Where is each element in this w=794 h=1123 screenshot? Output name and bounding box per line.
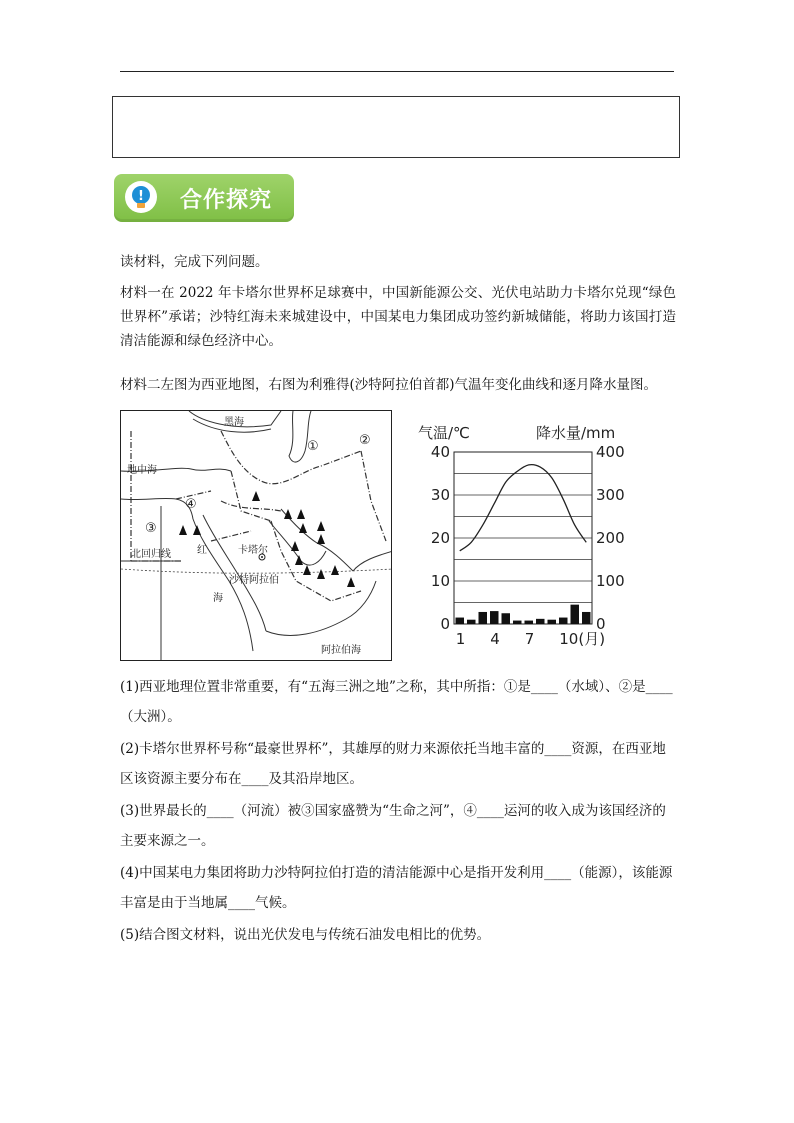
label-tropic: 北回归线 [131,549,171,560]
marker-1: ① [307,439,319,454]
right-tick-label: 100 [596,572,625,590]
precip-bar [548,620,557,624]
right-axis-label: 降水量/mm [536,424,616,442]
right-tick-label: 300 [596,486,625,504]
question-5: (5)结合图文材料，说出光伏发电与传统石油发电相比的优势。 [120,927,491,943]
precip-bar [490,611,499,624]
material-one: 材料一在 2022 年卡塔尔世界杯足球赛中，中国新能源公交、光伏电站助力卡塔尔兑现“绿色世界杯”承诺；沙特红海未来城建设中，中国某电力集团成功签约新城储能，将助力该国打造清洁能源和绿色经济中心。 [120,285,676,349]
marker-4: ④ [185,497,197,512]
intro-text: 读材料，完成下列问题。 [120,254,269,270]
marker-2: ② [359,433,371,448]
label-saudi: 沙特阿拉伯 [229,575,279,586]
precip-bar [571,605,580,624]
map-drawing [121,411,392,661]
precip-bar [467,620,476,624]
left-tick-label: 0 [440,615,450,633]
svg-text:!: ! [138,189,144,204]
question-3: (3)世界最长的____（河流）被③国家盛赞为“生命之河”，④____运河的收入成为该国经济的主要来源之一。 [120,803,666,849]
climate-chart [416,410,640,662]
lightbulb-question-icon [123,180,159,216]
label-qatar: 卡塔尔 [238,545,268,556]
right-tick-label: 200 [596,529,625,547]
label-mediterranean: 地中海 [127,465,157,476]
x-tick-label: 1 [455,630,466,648]
left-tick-label: 20 [430,529,450,547]
x-tick-label: 7 [524,630,535,648]
precip-bar [479,612,488,624]
label-black-sea: 黑海 [224,417,244,428]
x-tick-label: 4 [490,630,500,648]
figure [120,410,640,662]
section-badge [114,174,294,222]
question-4: (4)中国某电力集团将助力沙特阿拉伯打造的清洁能源中心是指开发利用____（能源），该能源丰富是由于当地属____气候。 [120,865,673,911]
section-title: 合作探究 [180,188,273,213]
precip-bar [513,621,522,624]
precip-bar [525,621,534,624]
marker-3: ③ [145,521,157,536]
notes-box [112,96,680,158]
header-rule [120,71,674,72]
precip-bar [502,613,511,624]
label-sea: 海 [213,593,223,604]
label-arabian-sea: 阿拉伯海 [321,645,361,656]
west-asia-map [120,410,392,661]
label-red: 红 [197,545,207,556]
left-axis-label: 气温/℃ [418,424,470,442]
precip-bar [536,619,545,624]
left-tick-label: 10 [430,572,450,590]
x-tick-label: 10(月) [559,630,606,648]
precip-bar [456,618,465,624]
question-1: (1)西亚地理位置非常重要，有“五海三洲之地”之称，其中所指：①是____（水域）、②是____（大洲）。 [120,679,673,725]
right-tick-label: 400 [596,443,625,461]
precip-bar [582,612,591,624]
material-two: 材料二左图为西亚地图，右图为利雅得(沙特阿拉伯首都)气温年变化曲线和逐月降水量图。 [120,377,658,393]
left-tick-label: 30 [430,486,450,504]
question-2: (2)卡塔尔世界杯号称“最豪世界杯”，其雄厚的财力来源依托当地丰富的____资源，在西亚地区该资源主要分布在____及其沿岸地区。 [120,741,666,787]
precip-bar [559,618,568,624]
left-tick-label: 40 [430,443,450,461]
right-tick-label: 0 [596,615,606,633]
